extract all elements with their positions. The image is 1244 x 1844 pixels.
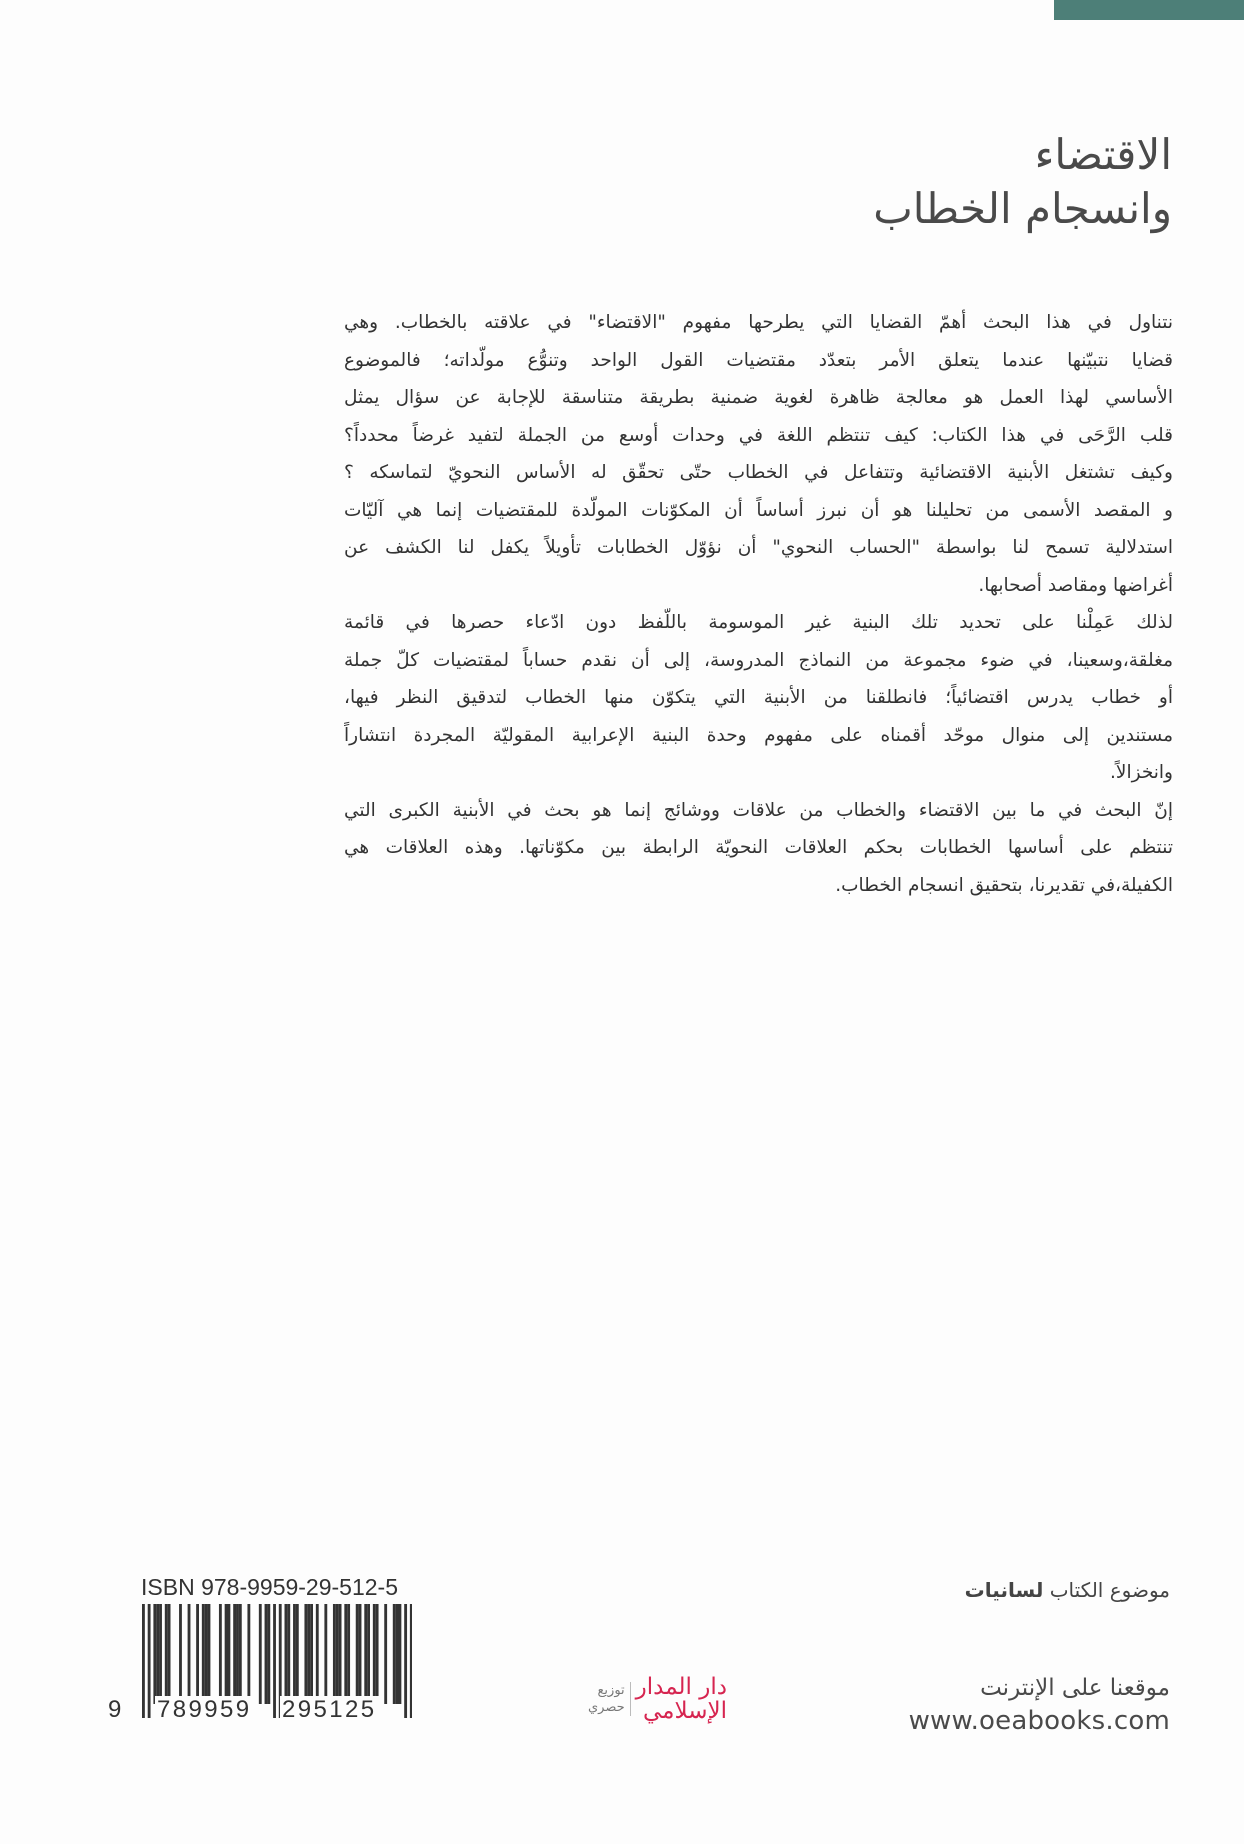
barcode-bar <box>156 1604 159 1704</box>
barcode-bar <box>225 1604 228 1704</box>
barcode-bar <box>236 1604 239 1704</box>
blurb <box>344 304 1173 904</box>
barcode-bar <box>296 1604 299 1704</box>
barcode-bar <box>153 1604 156 1704</box>
book-subject <box>965 1578 1170 1602</box>
website-label: موقعنا على الإنترنت <box>980 1675 1170 1701</box>
distribution-line-2: حصري <box>588 1700 625 1715</box>
barcode-bar <box>384 1604 387 1704</box>
barcode-bar <box>233 1604 236 1704</box>
barcode-bar <box>393 1604 396 1704</box>
barcode-bar <box>336 1604 339 1704</box>
barcode-bar <box>179 1604 182 1704</box>
barcode-bar <box>188 1604 191 1704</box>
blurb-line: مغلقة،وسعينا، في ضوء مجموعة من النماذج المدروسة، إلى أن نقدم حساباً لمقتضيات كلّ جملة <box>344 649 1173 671</box>
blurb-line: استدلالية تسمح لنا بواسطة "الحساب النحوي" أن نؤوّل الخطابات تأويلاً يكفل لنا الكشف عن <box>344 537 1173 558</box>
blurb-line: وكيف تشتغل الأبنية الاقتضائية وتتفاعل في الخطاب حتّى تحقّق له الأساس النحويّ لتماسكه ؟ <box>344 462 1173 483</box>
blurb-line: نتناول في هذا البحث أهمّ القضايا التي يطرحها مفهوم "الاقتضاء" في علاقته بالخطاب. وهي <box>344 312 1173 333</box>
cover-accent-band <box>1054 0 1244 20</box>
barcode-bar <box>142 1604 145 1718</box>
barcode-bar <box>259 1604 262 1704</box>
barcode-bar <box>293 1604 296 1704</box>
barcode-bar <box>228 1604 231 1704</box>
barcode-bar <box>165 1604 168 1704</box>
barcode-digit-lead: 9 <box>108 1696 124 1723</box>
blurb-line: تنتظم على أساسها الخطابات بحكم العلاقات النحويّة الرابطة بين مكوّناتها. وهذه العلاقات هي <box>344 837 1173 858</box>
barcode-bar <box>399 1604 402 1704</box>
blurb-line: الكفيلة،في تقديرنا، بتحقيق انسجام الخطاب. <box>835 874 1173 896</box>
blurb-line: قلب الرَّحَى في هذا الكتاب: كيف تنتظم اللغة في وحدات أوسع من الجملة لتفيد غرضاً محدداً؟ <box>344 424 1173 446</box>
blurb-line: وانخزالاً. <box>1110 762 1173 783</box>
barcode-bar <box>219 1604 222 1704</box>
barcode-bar <box>148 1604 151 1718</box>
barcode-bar <box>359 1604 362 1704</box>
barcode <box>108 1602 412 1728</box>
barcode-bar <box>344 1604 347 1704</box>
blurb-line: و المقصد الأسمى من تحليلنا هو أن نبرز أساساً أن المكوّنات المولّدة للمقتضيات إنما هي آليّات <box>344 499 1173 521</box>
isbn-barcode-block <box>108 1572 412 1728</box>
barcode-bar <box>159 1604 162 1704</box>
publisher-logo <box>588 1675 727 1723</box>
barcode-bar <box>376 1604 379 1704</box>
barcode-bar <box>196 1604 199 1704</box>
book-title <box>873 128 1172 236</box>
blurb-line: قضايا نتبيّنها عندما يتعلق الأمر بتعدّد مقتضيات القول الواحد وتنوُّع مولّداته؛ فالموضوع <box>344 349 1173 371</box>
publisher-name-line-2: الإسلامي <box>643 1698 727 1724</box>
publisher-name-line-1: دار المدار <box>635 1674 727 1700</box>
barcode-bar <box>324 1604 327 1704</box>
blurb-paragraph-1 <box>344 304 1173 604</box>
publisher-name <box>636 1675 727 1723</box>
blurb-line: أغراضها ومقاصد أصحابها. <box>978 574 1173 596</box>
barcode-bar <box>265 1604 268 1704</box>
barcode-bar <box>396 1604 399 1704</box>
barcode-bar <box>304 1604 307 1704</box>
barcode-digits-left: 789959 <box>157 1696 252 1723</box>
blurb-line: الأساسي لهذا العمل هو معالجة ظاهرة لغوية ضمنية بطريقة متناسقة للإجابة عن سؤال يمثل <box>344 387 1173 408</box>
subject-label: موضوع الكتاب <box>1049 1578 1170 1602</box>
website-link[interactable]: www.oeabooks.com <box>908 1706 1170 1736</box>
barcode-bar <box>373 1604 376 1704</box>
book-title-line-1: الاقتضاء <box>1034 130 1172 179</box>
barcode-bar <box>310 1604 313 1704</box>
barcode-bar <box>339 1604 342 1704</box>
barcode-bar <box>364 1604 367 1704</box>
barcode-bar <box>273 1604 276 1718</box>
barcode-bar <box>307 1604 310 1704</box>
barcode-bar <box>239 1604 242 1704</box>
blurb-line: مستندين إلى منوال موحّد أقمناه على مفهوم وحدة البنية الإعرابية المقوليّة المجردة انتشاراً <box>344 724 1173 746</box>
blurb-line: لذلك عَمِلْنا على تحديد تلك البنية غير الموسومة باللّفظ دون ادّعاء حصرها في قائمة <box>344 612 1173 633</box>
isbn-label: ISBN 978-9959-29-512-5 <box>141 1574 398 1600</box>
website-info <box>909 1672 1170 1738</box>
blurb-line: إنّ البحث في ما بين الاقتضاء والخطاب من علاقات ووشائج إنما هو بحث في الأبنية الكبرى التي <box>344 799 1173 821</box>
barcode-bar <box>356 1604 359 1704</box>
barcode-bar <box>208 1604 211 1704</box>
blurb-paragraph-3 <box>344 792 1173 905</box>
barcode-bar <box>205 1604 208 1704</box>
barcode-bar <box>247 1604 250 1704</box>
distribution-line-1: توزيع <box>597 1683 625 1698</box>
barcode-bar <box>333 1604 336 1704</box>
barcode-bar <box>285 1604 288 1704</box>
barcode-bar <box>168 1604 171 1704</box>
book-title-line-2: وانسجام الخطاب <box>873 184 1172 233</box>
barcode-bar <box>287 1604 290 1704</box>
barcode-bar <box>316 1604 319 1704</box>
subject-value: لسانيات <box>964 1578 1044 1602</box>
barcode-bar <box>347 1604 350 1704</box>
distribution-label <box>588 1682 631 1716</box>
barcode-bar <box>410 1604 412 1718</box>
blurb-paragraph-2 <box>344 604 1173 792</box>
barcode-bar <box>404 1604 407 1718</box>
barcode-bar <box>367 1604 370 1704</box>
blurb-line: أو خطاب يدرس اقتضائياً؛ فانطلقنا من الأبنية التي يتكوّن منها الخطاب لتدقيق النظر فيها، <box>344 687 1173 708</box>
barcode-bar <box>202 1604 205 1704</box>
barcode-digits-right: 295125 <box>282 1696 377 1723</box>
barcode-bar <box>267 1604 270 1704</box>
